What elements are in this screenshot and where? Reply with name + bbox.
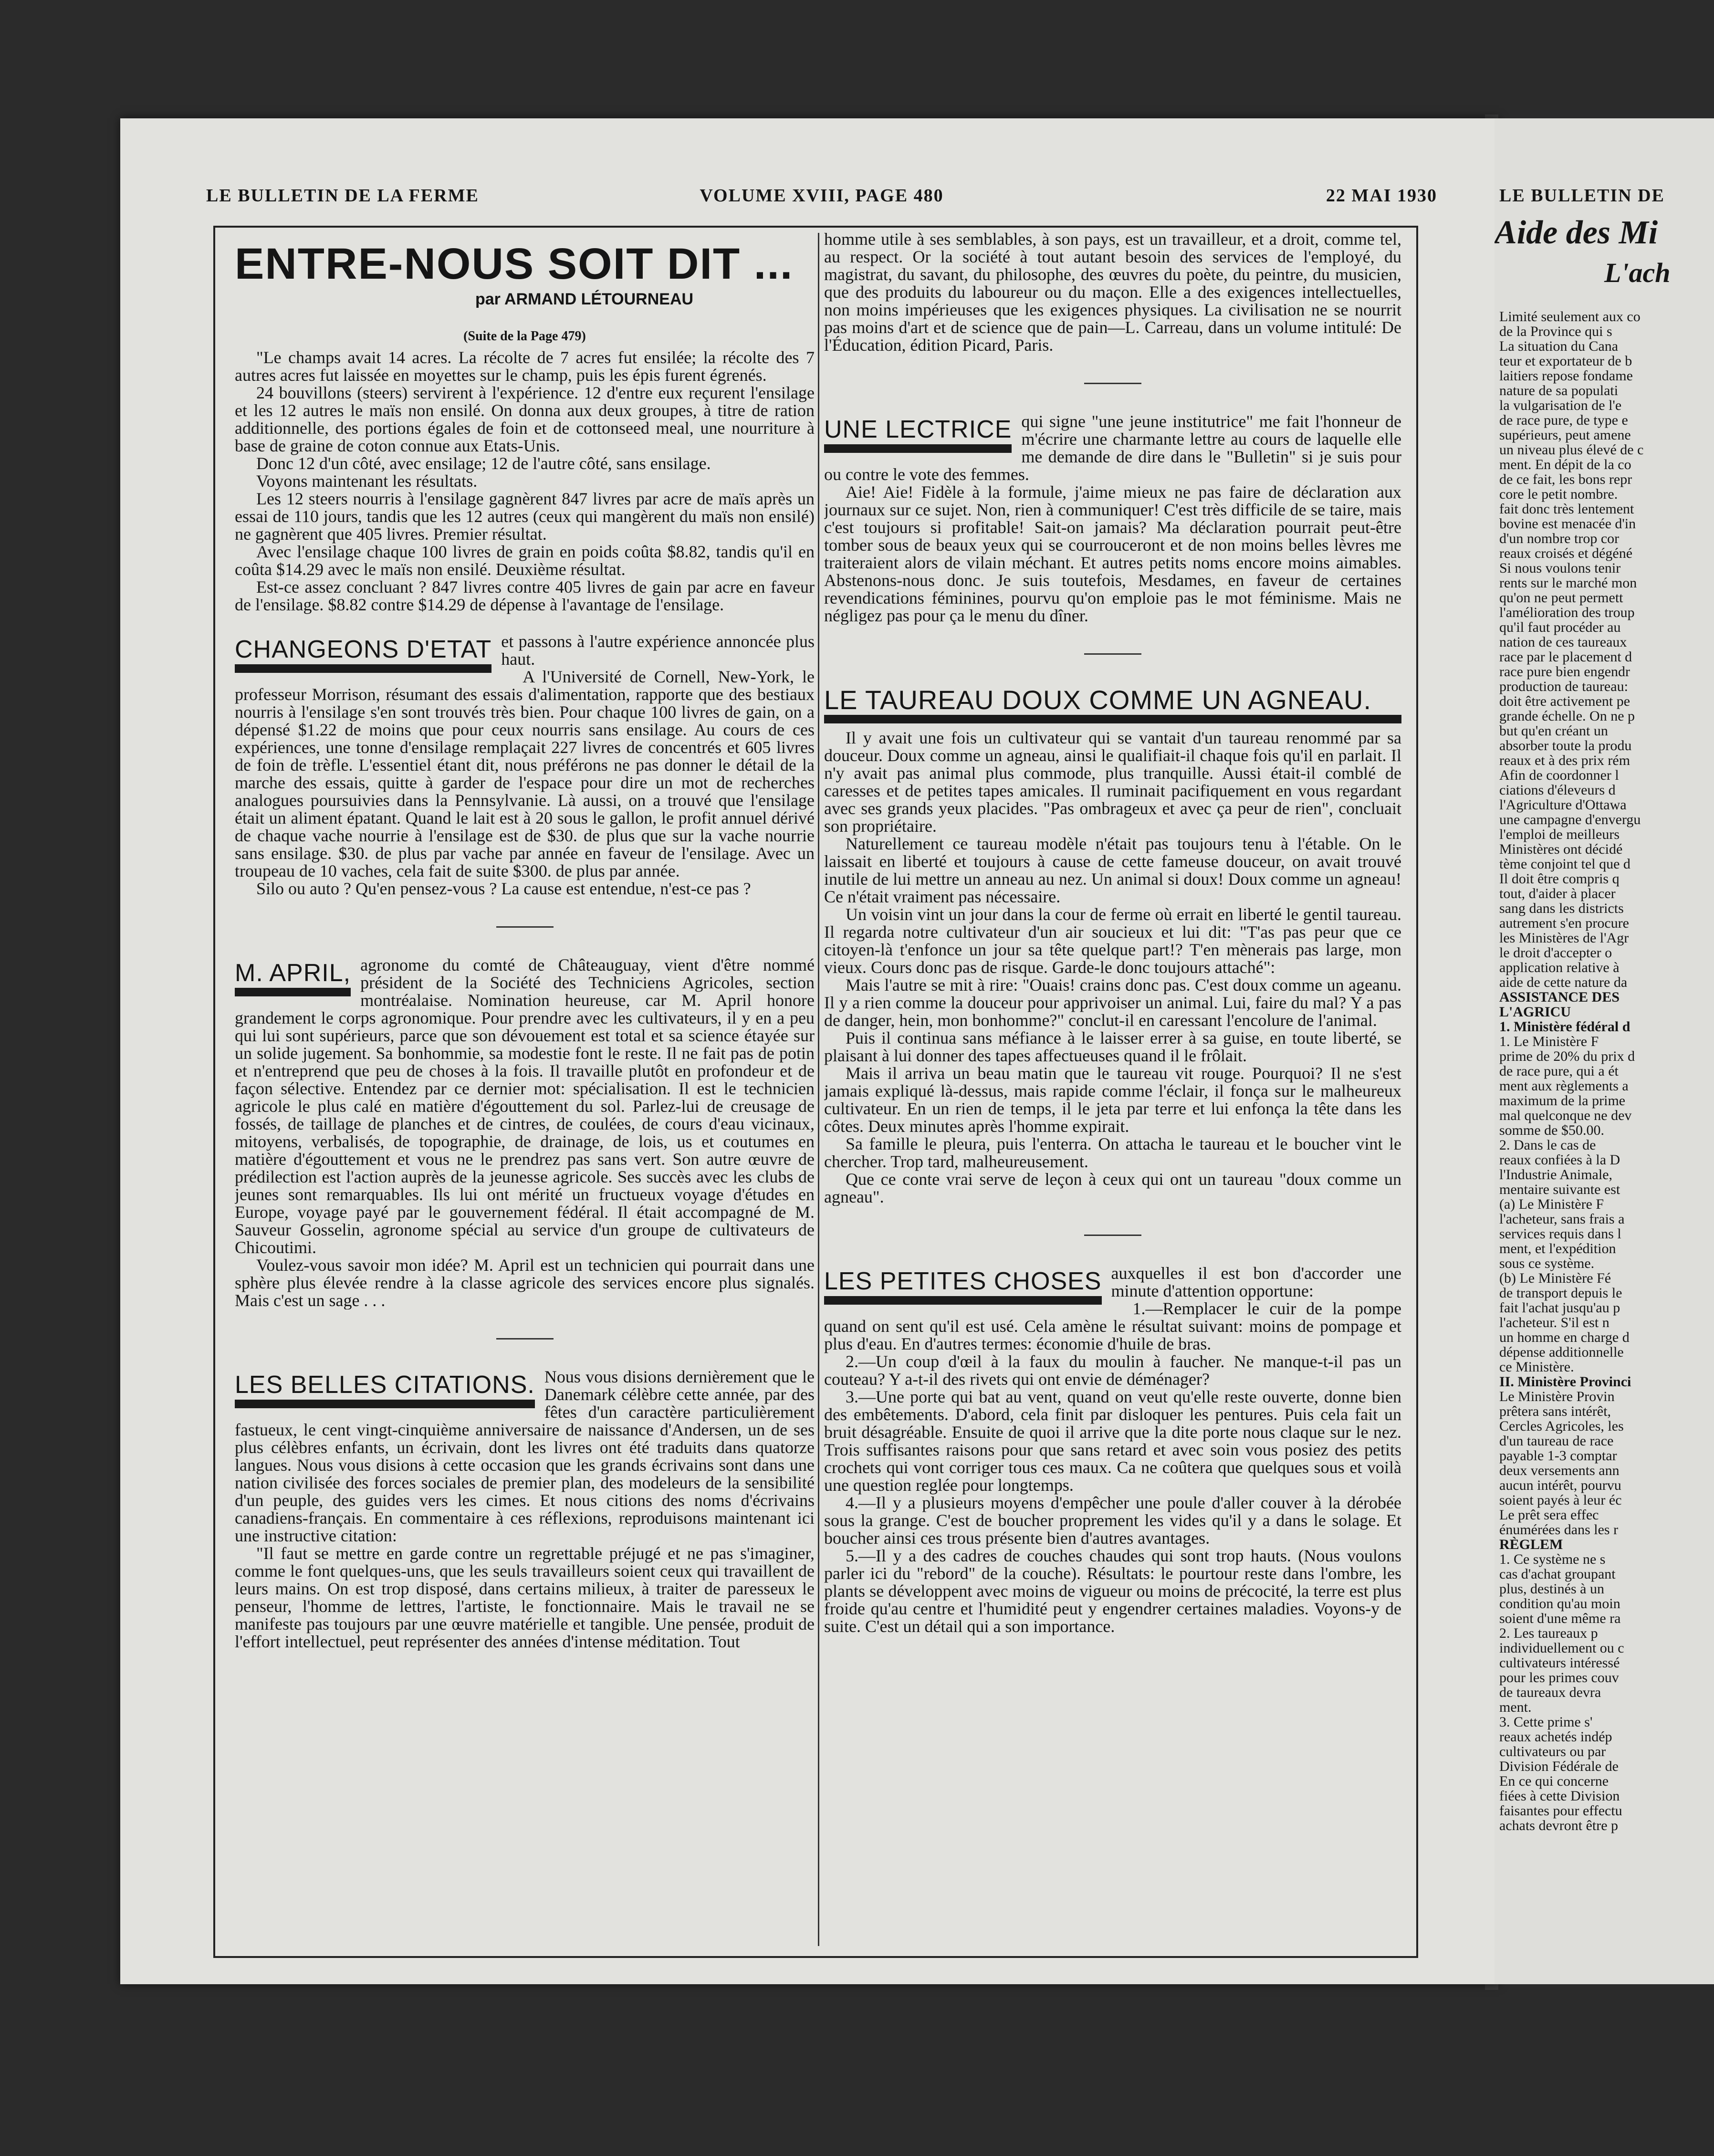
paragraph: 24 bouvillons (steers) servirent à l'expérience. 12 d'entre eux reçurent l'ensilage et les 12 autres le maïs non ensilé. On donna aux deux groupes, à titre de ration additionnelle, des portions égales de foin et de cottonseed meal, une nourriture à base de graine de coton connue aux Etats-Unis. <box>235 383 815 455</box>
next-page-line: En ce qui concerne <box>1499 1773 1609 1789</box>
next-page-line: reaux confiées à la D <box>1499 1152 1620 1168</box>
next-page-line: individuellement ou c <box>1499 1640 1624 1656</box>
next-page-line: RÈGLEM <box>1499 1537 1563 1552</box>
paragraph: 2.—Un coup d'œil à la faux du moulin à faucher. Ne manque-t-il pas un couteau? Y a-t-il des rivets qui ont envie de déménager? <box>824 1352 1401 1389</box>
next-page-line: ASSISTANCE DES <box>1499 989 1620 1005</box>
next-page-line: Afin de coordonner l <box>1499 767 1619 783</box>
next-page-line: d'un taureau de race <box>1499 1433 1614 1449</box>
next-page-line: faisantes pour effectu <box>1499 1803 1622 1819</box>
next-page-line: qu'on ne peut permett <box>1499 590 1623 606</box>
paragraph: Voulez-vous savoir mon idée? M. April est un technicien qui pourrait dans une sphère plus élevée rendre à la classe agricole des services encore plus signalés. Mais c'est un sage . . . <box>235 1256 815 1309</box>
section-taureau <box>824 683 1401 1206</box>
separator-rule <box>496 1338 554 1340</box>
next-page-line: les Ministères de l'Agr <box>1499 930 1629 946</box>
continued-note: (Suite de la Page 479) <box>463 329 586 344</box>
separator-rule <box>1084 1235 1141 1236</box>
next-page-line: tout, d'aider à placer <box>1499 886 1616 901</box>
next-page-line: supérieurs, peut amene <box>1499 427 1631 443</box>
section-changeons <box>235 633 815 898</box>
volume-page: VOLUME XVIII, PAGE 480 <box>700 186 944 206</box>
next-page-line: grande échelle. On ne p <box>1499 708 1635 724</box>
next-page-line: Le Ministère Provin <box>1499 1389 1615 1404</box>
next-page-line: II. Ministère Provinci <box>1499 1374 1631 1390</box>
paragraph: 4.—Il y a plusieurs moyens d'empêcher une poule d'aller couver à la dérobée sous la grange. C'est de boucher proprement les vides qu'il y a dans le solage. Et boucher ainsi ces trous présente bien d'autres avantages. <box>824 1493 1401 1548</box>
next-page-line: reaux achetés indép <box>1499 1729 1612 1745</box>
next-page-line: soient payés à leur éc <box>1499 1492 1622 1508</box>
next-page-line: Limité seulement aux co <box>1499 309 1641 324</box>
next-page-line: laitiers repose fondame <box>1499 368 1633 384</box>
paragraph: Un voisin vint un jour dans la cour de ferme où errait en liberté le gentil taureau. Il regarda notre cultivateur d'un air soucieux et lui dit: "T'as pas peur que ce citoyen-là t'enfonce un jour sa tête quelque part!? T'en mènerais pas large, mon vieux. Cours donc pas de risque. Garde-le donc toujours attaché": <box>824 905 1401 977</box>
next-page-line: l'amélioration des troup <box>1499 605 1635 620</box>
next-page-line: 1. Ministère fédéral d <box>1499 1019 1630 1035</box>
next-page-line: tème conjoint tel que d <box>1499 856 1630 872</box>
next-page-line: payable 1-3 comptar <box>1499 1448 1617 1464</box>
paragraph: Avec l'ensilage chaque 100 livres de grain en poids coûta $8.82, tandis qu'il en coûta $14.29 avec le maïs non ensilé. Deuxième résultat. <box>235 542 815 579</box>
next-page-line: 2. Les taureaux p <box>1499 1625 1598 1641</box>
next-page-line: Si nous voulons tenir <box>1499 560 1621 576</box>
next-page-line: dépense additionnelle <box>1499 1344 1624 1360</box>
section-citations <box>235 1368 815 1651</box>
next-page-line: sang dans les districts <box>1499 900 1624 916</box>
next-page-line: cultivateurs intéressé <box>1499 1655 1620 1671</box>
section-title: M. APRIL, <box>235 959 351 996</box>
paragraph: 3.—Une porte qui bat au vent, quand on veut qu'elle reste ouverte, donne bien des embêtements. D'abord, cela finit par disloquer les pentures. Puis cela fait un bruit désagréable. Ensuite de quoi il arrive que la dite porte nous claque sur le nez. Trois suffisantes raisons pour que sans retard et avec soin vous posiez des petits crochets qui vont corriger tous ces maux. Ca ne coûtera que quelques sous et voilà une question reglée pour longtemps. <box>824 1387 1401 1495</box>
next-page-line: de la Province qui s <box>1499 324 1612 339</box>
paragraph: 5.—Il y a des cadres de couches chaudes qui sont trop hauts. (Nous voulons parler ici du "rebord" de la couche). Résultats: le pourtour reste dans l'ombre, les plants se développent avec moins de vigueur ou moins de précocité, la terre est plus froide qu'au centre et l'humidité peut y engendrer certaines maladies. Voyons-y de suite. C'est un détail qui a son importance. <box>824 1546 1401 1635</box>
next-page-line: condition qu'au moin <box>1499 1596 1620 1612</box>
paragraph: Est-ce assez concluant ? 847 livres contre 405 livres de gain par acre en faveur de l'ensilage. $8.82 contre $14.29 de dépense à l'avantage de l'ensilage. <box>235 577 815 614</box>
next-page-line: rents sur le marché mon <box>1499 575 1637 591</box>
next-page-line: sous ce système. <box>1499 1256 1595 1271</box>
next-page-line: La situation du Cana <box>1499 338 1619 354</box>
section-april <box>235 956 815 1309</box>
next-page-line: deux versements ann <box>1499 1463 1620 1478</box>
next-page-line: une campagne d'envergu <box>1499 812 1641 827</box>
paragraph: homme utile à ses semblables, à son pays, est un travailleur, et a droit, comme tel, au respect. Or la société à tout autant besoin des services de l'employé, du magistrat, du savant, du philosophe, des œuvres du poète, du peintre, du musicien, que des produits du laboureur ou du maçon. Elle a des exigences intellectuelles, non moins impérieuses que les exigences physiques. La civilisation ne se nourrit pas moins d'art et de science que de pain—L. Carreau, dans un volume intitulé: De l'Éducation, édition Picard, Paris. <box>824 230 1401 355</box>
separator-rule <box>1084 383 1141 384</box>
paragraph: Nous vous disions dernièrement que le Danemark célèbre cette année, par des fêtes d'un caractère particulièrement fastueux, le cent vingt-cinquième anniversaire de naissance d'Andersen, un de ses plus célèbres enfants, un écrivain, dont les livres ont été traduits dans quatorze langues. Nous vous disions à cette occasion que les grands écrivains sont dans une nation civilisée des forces sociales de premier plan, des modeleurs de la sensibilité d'un peuple, des guides vers les cimes. Et nous citions des noms d'écrivains canadiens-français. En commentaire à ces réflexions, reproduisons maintenant ici une instructive citation: <box>235 1368 815 1545</box>
section-lectrice <box>824 413 1401 625</box>
next-page-line: 2. Dans le cas de <box>1499 1137 1596 1153</box>
next-page-line: reaux et à des prix rém <box>1499 753 1630 768</box>
paragraph: Silo ou auto ? Qu'en pensez-vous ? La cause est entendue, n'est-ce pas ? <box>256 879 751 898</box>
next-page-line: le droit d'accepter o <box>1499 945 1612 961</box>
next-page-line: fait l'achat jusqu'au p <box>1499 1300 1620 1316</box>
paragraph: Naturellement ce taureau modèle n'était pas toujours tenu à l'étable. On le laissait en liberté et toujours à cause de cette fameuse douceur, on avait trouvé inutile de lui mettre un anneau au nez. Un animal si doux! Doux comme un agneau! Ce n'était vraiment pas nécessaire. <box>824 834 1401 906</box>
next-page-line: d'un nombre trop cor <box>1499 531 1620 546</box>
next-page-line: prime de 20% du prix d <box>1499 1048 1635 1064</box>
next-page-title: Aide des Mi <box>1495 214 1658 251</box>
paragraph: "Le champs avait 14 acres. La récolte de 7 acres fut ensilée; la récolte des 7 autres acres fut laissée en moyettes sur le champ, puis les épis furent égrenés. <box>235 348 815 385</box>
paragraph: auxquelles il est bon d'accorder une minute d'attention opportune: <box>1111 1265 1401 1300</box>
section-title: UNE LECTRICE <box>824 416 1012 453</box>
paragraph: Que ce conte vrai serve de leçon à ceux qui ont un taureau "doux comme un agneau". <box>824 1170 1401 1206</box>
running-head <box>206 185 1437 214</box>
paragraph: Sa famille le pleura, puis l'enterra. On attacha le taureau et le boucher vint le chercher. Trop tard, malheureusement. <box>824 1134 1401 1171</box>
paragraph: Puis il continua sans méfiance à le laisser errer à sa guise, en toute liberté, se plaisant à lui donner des tapes affectueuses quand il le frôlait. <box>824 1028 1401 1065</box>
left-column <box>235 235 815 1651</box>
next-page-line: bovine est menacée d'in <box>1499 516 1636 532</box>
next-page-line: l'emploi de meilleurs <box>1499 827 1620 842</box>
next-page-line: Cercles Agricoles, les <box>1499 1418 1624 1434</box>
next-page-line: teur et exportateur de b <box>1499 353 1632 369</box>
next-page-line: 1. Ce système ne s <box>1499 1551 1606 1567</box>
section-title: LES PETITES CHOSES <box>824 1267 1102 1305</box>
paragraph: et passons à l'autre expérience annoncée plus haut. <box>501 633 815 669</box>
next-page-line: pour les primes couv <box>1499 1670 1619 1685</box>
paragraph: agronome du comté de Châteauguay, vient d'être nommé président de la Société des Techniciens Agricoles, section montréalaise. Nomination heureuse, car M. April honore grandement le corps agronomique. Pour prendre avec les cultivateurs, il y en a peu qui lui sont supérieurs, parce que son dévouement est total et sa science étayée sur un solide jugement. Sa bonhommie, sa modestie font le reste. Il ne fait pas de potin et n'entreprend que peu de choses à la fois. Il travaille plutôt en profondeur et de façon sélective. Entendez par ce dernier mot: spécialisation. Il est le technicien agricole le plus calé en matière d'égouttement du sol. Parlez-lui de creusage de fossés, de taillage de planches et de cintres, de coulées, de cours d'eau vicinaux, mitoyens, verbalisés, de topographie, de drainage, de lois, us et coutumes en matière d'égouttement et vous ne le prendrez pas sans vert. Son autre œuvre de prédilection est l'action auprès de la jeunesse agricole. Ses succès avec les clubs de jeunes sont remarquables. Ils lui ont mérité un fructueux voyage d'études en Europe, voyage payé par le gouvernement fédéral. Il était accompagné de M. Sauveur Gosselin, agronome spécial au service d'un groupe de cultivateurs de Chicoutimi. <box>235 956 815 1257</box>
next-page-line: achats devront être p <box>1499 1818 1619 1833</box>
next-page-line: application relative à <box>1499 960 1620 975</box>
paragraph: Mais il arriva un beau matin que le taureau vit rouge. Pourquoi? Il ne s'est jamais expliqué là-dessus, mais rapide comme l'éclair, il fonça sur le malheureux cultivateur. En un rien de temps, il le jeta par terre et lui enfonça la tête dans les côtes. Deux minutes après l'homme expirait. <box>824 1064 1401 1136</box>
next-page-line: reaux croisés et dégéné <box>1499 545 1633 561</box>
publication-name: LE BULLETIN DE LA FERME <box>206 186 479 206</box>
next-page-line: plus, destinés à un <box>1499 1581 1604 1597</box>
separator-rule <box>496 926 554 928</box>
next-page-line: l'acheteur, sans frais a <box>1499 1211 1625 1227</box>
next-page-line: absorber toute la produ <box>1499 738 1632 754</box>
next-page-line: maximum de la prime <box>1499 1093 1626 1109</box>
column-divider <box>818 233 819 1946</box>
next-page-subtitle: L'ach <box>1604 257 1671 288</box>
next-page-line: Le prêt sera effec <box>1499 1507 1599 1523</box>
paragraph: qui signe "une jeune institutrice" me fait l'honneur de m'écrire une charmante lettre au cours de laquelle elle me demande de dire dans le "Bulletin" si je suis pour ou contre le vote des femmes. <box>824 413 1401 484</box>
next-page-line: de transport depuis le <box>1499 1285 1622 1301</box>
next-page-line: aide de cette nature da <box>1499 974 1628 990</box>
next-page-line: qu'il faut procéder au <box>1499 619 1621 635</box>
next-page-line: l'Agriculture d'Ottawa <box>1499 797 1627 813</box>
next-page-line: doit être activement pe <box>1499 693 1630 709</box>
next-page-line: ment, et l'expédition <box>1499 1241 1616 1256</box>
issue-date: 22 MAI 1930 <box>1326 186 1437 206</box>
intro-section <box>235 349 815 614</box>
next-page-line: Division Fédérale de <box>1499 1758 1619 1774</box>
next-page-fragment <box>1495 118 1714 1984</box>
next-page-line: nation de ces taureaux <box>1499 634 1627 650</box>
next-page-line: soient d'une même ra <box>1499 1611 1621 1626</box>
next-page-line: prêtera sans intérêt, <box>1499 1403 1611 1419</box>
next-page-line: l'acheteur. S'il est n <box>1499 1315 1609 1330</box>
paragraph: Donc 12 d'un côté, avec ensilage; 12 de l'autre côté, sans ensilage. <box>256 454 711 473</box>
paragraph: Il y avait une fois un cultivateur qui se vantait d'un taureau renommé par sa douceur. Doux comme un agneau, ainsi le qualifiait-il chaque fois qu'il en parlait. Il n'y avait pas animal plus commode, plus tranquille. Aussi était-il comblé de caresses et de petites tapes amicales. Il ruminait pacifiquement en vous regardant avec ses grands yeux placides. "Pas ombrageux et avec ça peur de rien", concluait son propriétaire. <box>824 728 1401 836</box>
article-title: ENTRE-NOUS SOIT DIT ... <box>235 240 794 288</box>
next-page-line: production de taureau: <box>1499 679 1628 694</box>
next-page-line: aucun intérêt, pourvu <box>1499 1477 1621 1493</box>
paragraph: Voyons maintenant les résultats. <box>256 471 478 491</box>
next-page-line: race par le placement d <box>1499 649 1632 665</box>
next-page-line: ment. En dépit de la co <box>1499 457 1631 472</box>
next-page-line: race pure bien engendr <box>1499 664 1630 680</box>
paragraph: "Il faut se mettre en garde contre un regrettable préjugé et ne pas s'imaginer, comme le font quelques-uns, que les seuls travailleurs soient ceux qui travaillent de leurs mains. On est trop disposé, dans certains milieux, à traiter de paresseux le penseur, l'homme de lettres, l'artiste, le fonctionnaire. Mais le travail ne se manifeste pas toujours par une œuvre matérielle et tangible. Une pensée, produit de l'effort intellectuel, peut représenter des années d'intense méditation. Tout <box>235 1544 815 1651</box>
next-page-line: de race pure, de type e <box>1499 412 1628 428</box>
next-page-line: (b) Le Ministère Fé <box>1499 1270 1611 1286</box>
next-page-line: autrement s'en procure <box>1499 915 1629 931</box>
next-page-line: la vulgarisation de l'e <box>1499 398 1622 413</box>
next-page-line: mentaire suivante est <box>1499 1182 1620 1197</box>
next-page-line: Il doit être compris q <box>1499 871 1620 887</box>
next-page-line: L'AGRICU <box>1499 1004 1571 1020</box>
next-page-line: ciations d'éleveurs d <box>1499 782 1616 798</box>
next-page-line: Ministères ont décidé <box>1499 841 1623 857</box>
next-page-line: cultivateurs ou par <box>1499 1744 1606 1759</box>
right-column <box>824 230 1401 1635</box>
next-page-line: core le petit nombre. <box>1499 486 1618 502</box>
next-page-line: ce Ministère. <box>1499 1359 1574 1375</box>
next-page-line: 1. Le Ministère F <box>1499 1034 1599 1049</box>
next-page-line: un homme en charge d <box>1499 1329 1630 1345</box>
paragraph: Mais l'autre se mit à rire: "Ouais! crains donc pas. C'est doux comme un ageanu. Il y a rien comme la douceur pour apprivoiser un animal. Lui, faire du mal? Y a pas de danger, hein, mon bonhomme?" conclut-il en caressant l'encolure de l'animal. <box>824 975 1401 1030</box>
paragraph: 1.—Remplacer le cuir de la pompe quand on sent qu'il est usé. Cela amène le résultat suivant: moins de pompage et plus d'eau. En d'autres termes: économie d'huile de bras. <box>824 1299 1401 1353</box>
section-title: CHANGEONS D'ETAT <box>235 636 491 673</box>
next-page-line: ment. <box>1499 1699 1532 1715</box>
next-page-line: énumérées dans les r <box>1499 1522 1619 1538</box>
separator-rule <box>1084 653 1141 655</box>
section-title: LE TAUREAU DOUX COMME UN AGNEAU. <box>824 686 1401 723</box>
next-page-line: ment aux règlements a <box>1499 1078 1629 1094</box>
byline: par ARMAND LÉTOURNEAU <box>475 290 694 308</box>
paragraph: Les 12 steers nourris à l'ensilage gagnèrent 847 livres par acre de maïs après un essai de 110 jours, tandis que les 12 autres (ceux qui mangèrent du maïs non ensilé) ne gagnèrent que 405 livres. Premier résultat. <box>235 489 815 544</box>
next-page-line: cas d'achat groupant <box>1499 1566 1616 1582</box>
next-page-line: un niveau plus élevé de c <box>1499 442 1644 458</box>
next-page-line: 3. Cette prime s' <box>1499 1714 1593 1730</box>
paragraph: Aie! Aie! Fidèle à la formule, j'aime mieux ne pas faire de déclaration aux journaux sur ce sujet. Non, rien à communiquer! C'est très difficile de se taire, mais c'est toujours si profitable! Sait-on jamais? Ma déclaration pourrait peut-être tomber sous de beaux yeux qui se courrouceront et de non moins belles lèvres me traiteraient alors de vilain méchant. Et autres petits noms encore moins aimables. Abstenons-nous donc. Je suis toutefois, Mesdames, en faveur de certaines revendications féminines, pourvu qu'on emploie pas le mot féminisme. Mais ne négligez pas pour ça le menu du dîner. <box>824 482 1401 625</box>
next-page-line: de race pure, qui a ét <box>1499 1063 1619 1079</box>
section-title: LES BELLES CITATIONS. <box>235 1371 535 1408</box>
paragraph: A l'Université de Cornell, New-York, le professeur Morrison, résumant des essais d'alimentation, rapporte que des bestiaux nourris à l'ensilage s'en sont trouvés très bien. Pour chaque 100 livres de gain, on a dépensé $1.22 de moins que pour ceux nourris sans ensilage. Au cours de ces expériences, une tonne d'ensilage remplaçait 227 livres de concentrés et 605 livres de foin de trèfle. L'essentiel étant dit, nous préférons ne pas donner le détail de la marche des essais, quitte à garder de l'espace pour dire un mot de recherches analogues poursuivies dans la Pennsylvanie. Là aussi, on a trouvé que l'ensilage était un aliment épatant. Quand le lait est à 20 sous le gallon, le profit annuel dérivé de chaque vache nourrie à l'ensilage est de $30. de plus que sur la vache nourrie sans ensilage. $30. de plus par vache par année en faveur de l'ensilage. Avec un troupeau de 10 vaches, cela fait de suite $300. de plus par année. <box>235 667 815 880</box>
next-page-header: LE BULLETIN DE <box>1499 186 1665 206</box>
next-page-line: nature de sa populati <box>1499 383 1619 398</box>
next-page-line: de taureaux devra <box>1499 1685 1601 1700</box>
next-page-line: somme de $50.00. <box>1499 1122 1604 1138</box>
next-page-line: fiées à cette Division <box>1499 1788 1620 1804</box>
newspaper-page <box>120 118 1499 1984</box>
next-page-line: (a) Le Ministère F <box>1499 1196 1604 1212</box>
next-page-line: but qu'en créant un <box>1499 723 1608 739</box>
next-page-text <box>1499 309 1714 1833</box>
next-page-line: l'Industrie Animale, <box>1499 1167 1613 1183</box>
section-petites-choses <box>824 1265 1401 1635</box>
next-page-line: services requis dans l <box>1499 1226 1621 1242</box>
next-page-line: de ce fait, les bons repr <box>1499 471 1632 487</box>
next-page-line: mal quelconque ne dev <box>1499 1108 1632 1123</box>
next-page-line: fait donc très lentement <box>1499 501 1634 517</box>
